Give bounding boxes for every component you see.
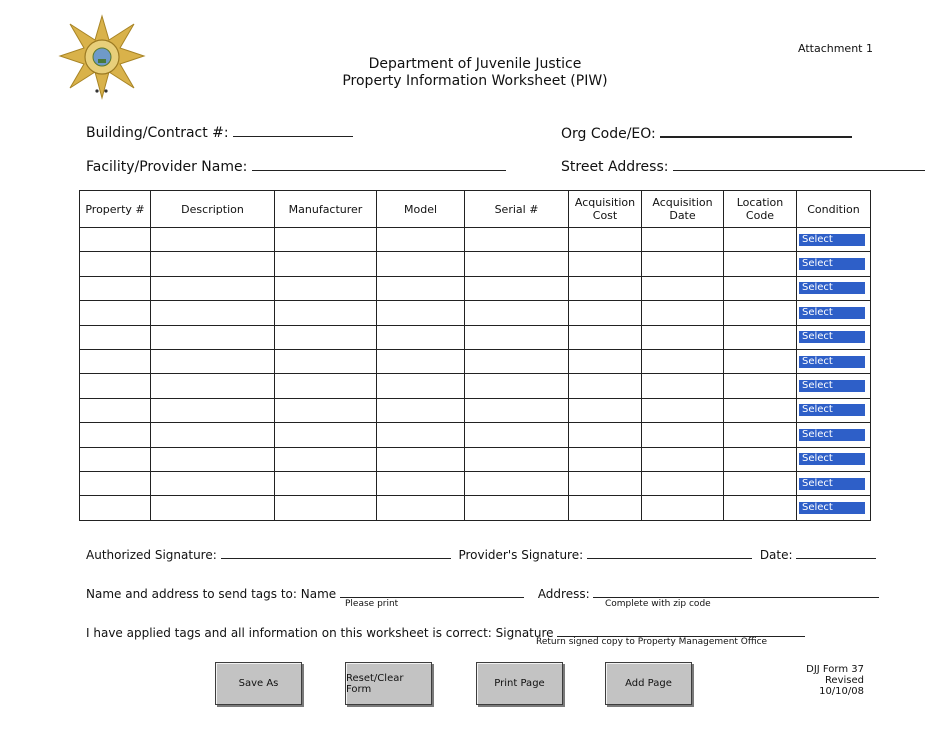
serial-number-cell[interactable] (465, 496, 569, 520)
property-number-cell[interactable] (80, 252, 151, 276)
provider-signature-label: Provider's Signature: (458, 548, 584, 562)
property-number-cell[interactable] (80, 349, 151, 373)
column-header-property: Property # (80, 191, 151, 228)
location-code-cell[interactable] (724, 349, 797, 373)
signature-line[interactable] (86, 547, 876, 562)
location-code-cell[interactable] (724, 496, 797, 520)
condition-select[interactable]: Select (799, 404, 865, 416)
condition-cell (797, 301, 871, 325)
certify-signature-input[interactable] (557, 625, 805, 637)
condition-cell (797, 447, 871, 471)
serial-number-cell[interactable] (465, 325, 569, 349)
condition-select[interactable]: Select (799, 234, 865, 246)
condition-select[interactable]: Select (799, 282, 865, 294)
property-table (79, 190, 871, 521)
serial-number-cell[interactable] (465, 374, 569, 398)
serial-number-cell[interactable] (465, 423, 569, 447)
send-tags-name-input[interactable] (340, 586, 524, 598)
provider-signature-input[interactable] (587, 547, 752, 559)
manufacturer-cell[interactable] (275, 398, 377, 422)
condition-cell (797, 349, 871, 373)
acquisition-date-cell[interactable] (642, 228, 724, 252)
attachment-label: Attachment 1 (798, 42, 873, 55)
org-code-label: Org Code/EO: (561, 126, 656, 142)
acquisition-date-cell[interactable] (642, 276, 724, 300)
date-label: Date: (759, 548, 793, 562)
acquisition-cost-cell[interactable] (569, 325, 642, 349)
street-address-input[interactable] (673, 156, 925, 171)
manufacturer-cell[interactable] (275, 301, 377, 325)
table-row (80, 301, 871, 325)
location-code-cell[interactable] (724, 252, 797, 276)
column-header-model: Model (377, 191, 465, 228)
column-header-manufacturer: Manufacturer (275, 191, 377, 228)
revised-date: Revised 10/10/08 (819, 675, 864, 697)
send-tags-address-label: Address: (537, 587, 590, 601)
description-cell[interactable] (151, 349, 275, 373)
table-row (80, 398, 871, 422)
condition-select[interactable]: Select (799, 307, 865, 319)
location-code-cell[interactable] (724, 228, 797, 252)
condition-cell (797, 423, 871, 447)
acquisition-date-cell[interactable] (642, 447, 724, 471)
building-contract-field[interactable] (86, 122, 353, 141)
condition-cell (797, 374, 871, 398)
table-row (80, 374, 871, 398)
acquisition-cost-cell[interactable] (569, 252, 642, 276)
location-code-cell[interactable] (724, 398, 797, 422)
location-code-cell[interactable] (724, 471, 797, 495)
serial-number-cell[interactable] (465, 349, 569, 373)
acquisition-cost-cell[interactable] (569, 423, 642, 447)
model-cell[interactable] (377, 496, 465, 520)
condition-select[interactable]: Select (799, 331, 865, 343)
acquisition-cost-cell[interactable] (569, 447, 642, 471)
street-address-field[interactable] (561, 156, 925, 175)
condition-select[interactable]: Select (799, 356, 865, 368)
description-cell[interactable] (151, 471, 275, 495)
acquisition-date-cell[interactable] (642, 398, 724, 422)
please-print-hint: Please print (345, 599, 399, 609)
manufacturer-cell[interactable] (275, 252, 377, 276)
manufacturer-cell[interactable] (275, 349, 377, 373)
table-row (80, 325, 871, 349)
form-number: DJJ Form 37 (806, 664, 864, 675)
location-code-cell[interactable] (724, 447, 797, 471)
department-title: Department of Juvenile Justice (368, 56, 582, 72)
manufacturer-cell[interactable] (275, 496, 377, 520)
model-cell[interactable] (377, 471, 465, 495)
property-number-cell[interactable] (80, 423, 151, 447)
model-cell[interactable] (377, 325, 465, 349)
acquisition-cost-cell[interactable] (569, 301, 642, 325)
table-row (80, 276, 871, 300)
property-number-cell[interactable] (80, 276, 151, 300)
condition-select[interactable]: Select (799, 429, 865, 441)
reset-clear-form-button[interactable]: Reset/Clear Form (345, 662, 432, 705)
table-row (80, 228, 871, 252)
facility-provider-input[interactable] (252, 156, 506, 171)
table-header-row (80, 191, 871, 228)
acquisition-date-cell[interactable] (642, 325, 724, 349)
manufacturer-cell[interactable] (275, 325, 377, 349)
facility-provider-label: Facility/Provider Name: (86, 159, 248, 175)
street-address-label: Street Address: (561, 159, 669, 175)
acquisition-date-cell[interactable] (642, 301, 724, 325)
table-row (80, 252, 871, 276)
acquisition-cost-cell[interactable] (569, 398, 642, 422)
column-header-condition: Condition (797, 191, 871, 228)
description-cell[interactable] (151, 423, 275, 447)
model-cell[interactable] (377, 228, 465, 252)
save-as-button[interactable]: Save As (215, 662, 302, 705)
model-cell[interactable] (377, 276, 465, 300)
acquisition-cost-cell[interactable] (569, 228, 642, 252)
acquisition-cost-cell[interactable] (569, 496, 642, 520)
send-tags-line[interactable] (86, 586, 879, 601)
table-row (80, 496, 871, 520)
acquisition-date-cell[interactable] (642, 374, 724, 398)
description-cell[interactable] (151, 252, 275, 276)
manufacturer-cell[interactable] (275, 471, 377, 495)
property-number-cell[interactable] (80, 228, 151, 252)
serial-number-cell[interactable] (465, 228, 569, 252)
condition-select[interactable]: Select (799, 453, 865, 465)
facility-provider-field[interactable] (86, 156, 506, 175)
certify-signature-label: I have applied tags and all information on this worksheet is correct: Signature (86, 626, 554, 640)
acquisition-date-cell[interactable] (642, 496, 724, 520)
location-code-cell[interactable] (724, 301, 797, 325)
property-number-cell[interactable] (80, 374, 151, 398)
acquisition-cost-cell[interactable] (569, 471, 642, 495)
acquisition-date-cell[interactable] (642, 252, 724, 276)
send-tags-address-input[interactable] (593, 586, 879, 598)
location-code-cell[interactable] (724, 374, 797, 398)
org-code-field[interactable] (561, 122, 852, 142)
property-number-cell[interactable] (80, 325, 151, 349)
return-copy-note: Return signed copy to Property Management Office (536, 637, 768, 647)
description-cell[interactable] (151, 374, 275, 398)
date-input[interactable] (796, 547, 876, 559)
description-cell[interactable] (151, 496, 275, 520)
model-cell[interactable] (377, 374, 465, 398)
model-cell[interactable] (377, 349, 465, 373)
table-row (80, 447, 871, 471)
property-number-cell[interactable] (80, 301, 151, 325)
form-number-block (788, 664, 864, 697)
property-number-cell[interactable] (80, 398, 151, 422)
condition-cell (797, 252, 871, 276)
acquisition-date-cell[interactable] (642, 349, 724, 373)
column-header-acquisition-cost: Acquisition Cost (569, 191, 642, 228)
description-cell[interactable] (151, 228, 275, 252)
acquisition-date-cell[interactable] (642, 471, 724, 495)
serial-number-cell[interactable] (465, 471, 569, 495)
description-cell[interactable] (151, 325, 275, 349)
column-header-description: Description (151, 191, 275, 228)
table-row (80, 471, 871, 495)
serial-number-cell[interactable] (465, 398, 569, 422)
serial-number-cell[interactable] (465, 301, 569, 325)
complete-zip-hint: Complete with zip code (605, 599, 711, 609)
location-code-cell[interactable] (724, 423, 797, 447)
manufacturer-cell[interactable] (275, 228, 377, 252)
authorized-signature-label: Authorized Signature: (86, 548, 217, 562)
condition-cell (797, 228, 871, 252)
description-cell[interactable] (151, 398, 275, 422)
condition-cell (797, 325, 871, 349)
org-code-input[interactable] (660, 122, 852, 138)
property-number-cell[interactable] (80, 447, 151, 471)
building-contract-label: Building/Contract #: (86, 125, 229, 141)
condition-cell (797, 276, 871, 300)
manufacturer-cell[interactable] (275, 423, 377, 447)
condition-cell (797, 471, 871, 495)
condition-cell (797, 496, 871, 520)
model-cell[interactable] (377, 447, 465, 471)
column-header-location-code: Location Code (724, 191, 797, 228)
property-number-cell[interactable] (80, 496, 151, 520)
condition-select[interactable]: Select (799, 258, 865, 270)
condition-select[interactable]: Select (799, 380, 865, 392)
add-page-button[interactable]: Add Page (605, 662, 692, 705)
location-code-cell[interactable] (724, 325, 797, 349)
column-header-serial: Serial # (465, 191, 569, 228)
acquisition-cost-cell[interactable] (569, 374, 642, 398)
column-header-acquisition-date: Acquisition Date (642, 191, 724, 228)
condition-select[interactable]: Select (799, 478, 865, 490)
table-row (80, 423, 871, 447)
description-cell[interactable] (151, 276, 275, 300)
authorized-signature-input[interactable] (221, 547, 451, 559)
condition-cell (797, 398, 871, 422)
table-row (80, 349, 871, 373)
serial-number-cell[interactable] (465, 252, 569, 276)
serial-number-cell[interactable] (465, 276, 569, 300)
description-cell[interactable] (151, 447, 275, 471)
manufacturer-cell[interactable] (275, 374, 377, 398)
manufacturer-cell[interactable] (275, 276, 377, 300)
print-page-button[interactable]: Print Page (476, 662, 563, 705)
model-cell[interactable] (377, 301, 465, 325)
location-code-cell[interactable] (724, 276, 797, 300)
model-cell[interactable] (377, 252, 465, 276)
manufacturer-cell[interactable] (275, 447, 377, 471)
form-title: Property Information Worksheet (PIW) (342, 73, 608, 89)
description-cell[interactable] (151, 301, 275, 325)
property-number-cell[interactable] (80, 471, 151, 495)
send-tags-name-label: Name and address to send tags to: Name (86, 587, 337, 601)
acquisition-date-cell[interactable] (642, 423, 724, 447)
building-contract-input[interactable] (233, 122, 353, 137)
serial-number-cell[interactable] (465, 447, 569, 471)
condition-select[interactable]: Select (799, 502, 865, 514)
acquisition-cost-cell[interactable] (569, 349, 642, 373)
model-cell[interactable] (377, 398, 465, 422)
acquisition-cost-cell[interactable] (569, 276, 642, 300)
model-cell[interactable] (377, 423, 465, 447)
